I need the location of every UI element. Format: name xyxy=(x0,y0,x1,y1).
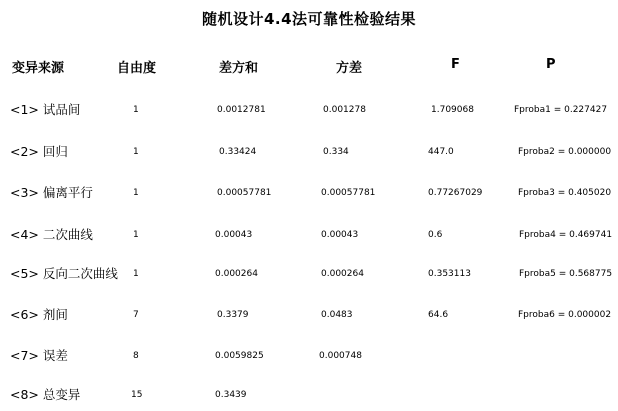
cell-source: <1> 试品间 xyxy=(10,102,81,117)
cell-f: 64.6 xyxy=(428,310,449,320)
table-row xyxy=(0,187,618,207)
cell-ms: 0.334 xyxy=(323,147,349,157)
cell-df: 1 xyxy=(133,269,139,279)
table-row xyxy=(0,104,618,124)
cell-source: <3> 偏离平行 xyxy=(10,185,93,200)
cell-ms: 0.000264 xyxy=(321,269,364,279)
header-ms: 方差 xyxy=(336,61,363,76)
cell-ms: 0.000748 xyxy=(319,351,362,361)
table-row xyxy=(0,350,618,370)
cell-ss: 0.0059825 xyxy=(215,351,264,361)
cell-p: Fproba2 = 0.000000 xyxy=(518,147,612,157)
cell-f: 0.77267029 xyxy=(428,188,483,198)
cell-df: 7 xyxy=(133,310,139,320)
cell-source: <6> 剂间 xyxy=(10,307,68,322)
cell-df: 1 xyxy=(133,188,139,198)
table-row xyxy=(0,146,618,166)
cell-ss: 0.00057781 xyxy=(217,188,272,198)
table-row xyxy=(0,389,618,409)
cell-f: 0.353113 xyxy=(428,269,471,279)
header-df: 自由度 xyxy=(117,61,157,76)
cell-f: 447.0 xyxy=(428,147,454,157)
cell-p: Fproba6 = 0.000002 xyxy=(518,310,612,320)
cell-p: Fproba3 = 0.405020 xyxy=(518,188,612,198)
cell-f: 1.709068 xyxy=(431,105,474,115)
cell-p: Fproba5 = 0.568775 xyxy=(519,269,613,279)
cell-source: <8> 总变异 xyxy=(10,387,81,402)
cell-source: <4> 二次曲线 xyxy=(10,227,93,242)
header-f: F xyxy=(451,57,460,72)
cell-ss: 0.00043 xyxy=(215,230,253,240)
cell-ms: 0.001278 xyxy=(323,105,366,115)
table-row xyxy=(0,229,618,249)
cell-source: <5> 反向二次曲线 xyxy=(10,266,118,281)
cell-ss: 0.33424 xyxy=(219,147,257,157)
cell-source: <7> 误差 xyxy=(10,348,68,363)
cell-f: 0.6 xyxy=(428,230,443,240)
header-p: P xyxy=(546,57,556,72)
cell-ss: 0.3379 xyxy=(217,310,249,320)
cell-ms: 0.00043 xyxy=(321,230,359,240)
cell-p: Fproba4 = 0.469741 xyxy=(519,230,613,240)
page-title: 随机设计4.4法可靠性检验结果 xyxy=(201,10,417,28)
header-source: 变异来源 xyxy=(12,61,65,76)
cell-p: Fproba1 = 0.227427 xyxy=(514,105,608,115)
cell-ss: 0.3439 xyxy=(215,390,247,400)
cell-ss: 0.000264 xyxy=(215,269,258,279)
cell-ms: 0.00057781 xyxy=(321,188,376,198)
cell-df: 1 xyxy=(133,147,139,157)
cell-source: <2> 回归 xyxy=(10,144,68,159)
cell-df: 1 xyxy=(133,230,139,240)
cell-df: 15 xyxy=(131,390,143,400)
header-ss: 差方和 xyxy=(219,61,259,76)
cell-df: 8 xyxy=(133,351,139,361)
cell-df: 1 xyxy=(133,105,139,115)
cell-ms: 0.0483 xyxy=(321,310,353,320)
cell-ss: 0.0012781 xyxy=(217,105,266,115)
table-row xyxy=(0,268,618,288)
table-row xyxy=(0,309,618,329)
